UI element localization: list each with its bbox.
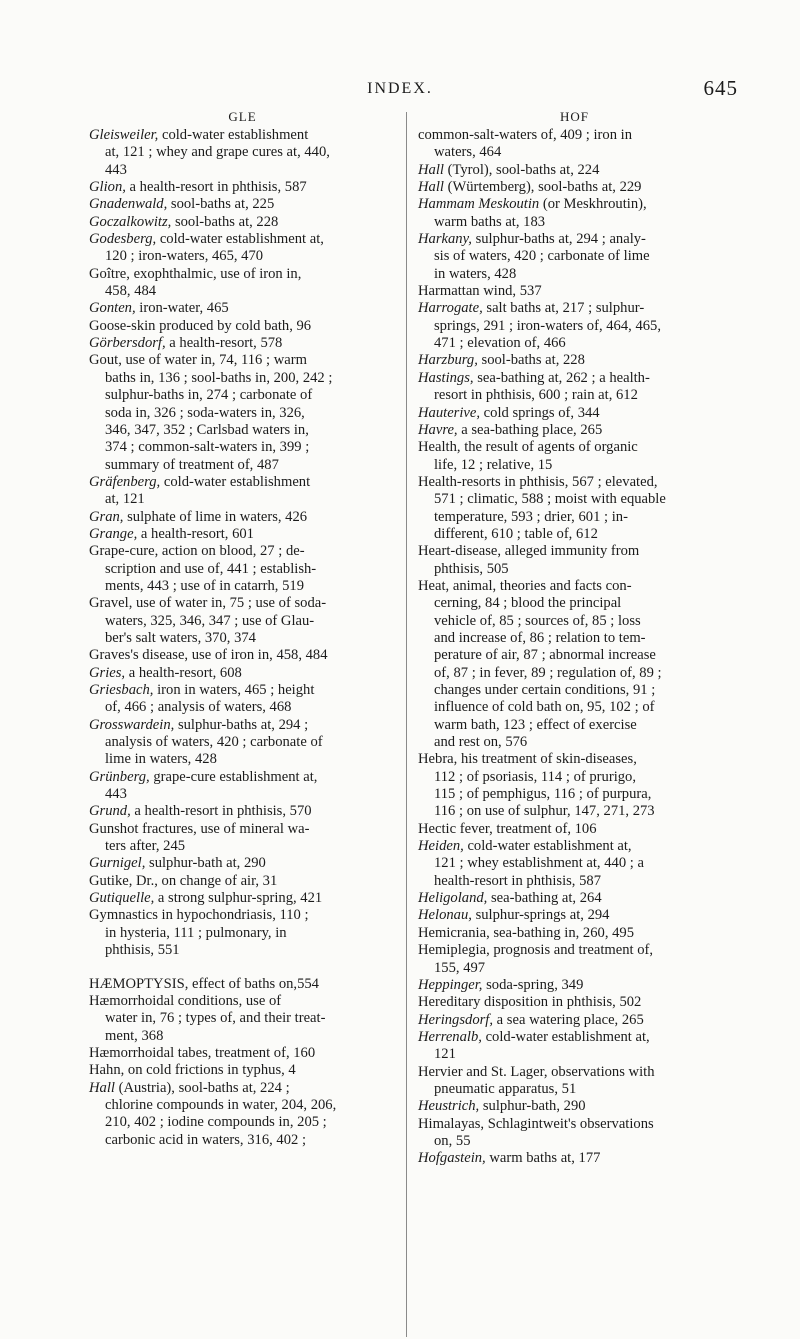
entry-text: and increase of, 86 ; relation to tem- [434,629,646,646]
entry-text: cold springs of, 344 [483,404,600,421]
entry-text: health-resort in phthisis, 587 [434,872,601,889]
entry-text: 471 ; elevation of, 466 [434,335,566,352]
entry-term: Grund, [89,803,131,820]
entry-text: phthisis, 505 [434,560,509,577]
entry-text: soda-spring, 349 [486,976,584,993]
entry-text: analysis of waters, 420 ; carbonate of [105,734,323,751]
index-entry [89,976,396,993]
entry-term: Heligoland, [418,890,488,907]
index-entry [418,578,731,751]
entry-text: perature of air, 87 ; abnormal increase [434,647,656,664]
entry-term: Gries, [89,664,126,681]
index-entry [89,821,396,856]
entry-text: sulphur-baths in, 274 ; carbonate of [105,387,313,404]
entry-term: Gurnigel, [89,855,146,872]
index-entry [89,474,396,509]
entry-term: Hauterive, [418,404,481,421]
page-number: 645 [703,76,738,100]
entry-text: (Würtemberg), sool-baths at, 229 [447,179,642,196]
index-entry [418,1150,731,1167]
index-entry [418,162,731,179]
entry-text: a health-resort in phthisis, 570 [134,803,312,820]
index-entry [418,231,731,283]
index-entry [89,855,396,872]
entry-text: sis of waters, 420 ; carbonate of lime [434,248,650,265]
entry-text: 346, 347, 352 ; Carlsbad waters in, [105,421,309,438]
entry-term: Heppinger, [418,976,483,993]
index-entry [89,231,396,266]
entry-text: 121 [434,1046,456,1063]
entry-term: Hofgastein, [418,1150,486,1167]
entry-term: Grünberg, [89,768,150,785]
entry-text: baths in, 136 ; sool-baths in, 200, 242 ; [105,369,333,386]
entry-term: Harrogate, [418,300,483,317]
entry-text: Gunshot fractures, use of mineral wa- [89,820,310,837]
entry-text: cold-water establishment at, [467,838,632,855]
index-entry [89,318,396,335]
entry-text: cerning, 84 ; blood the principal [434,595,622,612]
index-entry [418,1064,731,1099]
entry-text: a health-resort, 601 [140,525,254,542]
entry-text: vehicle of, 85 ; sources of, 85 ; loss [434,612,641,629]
entry-text: Health-resorts in phthisis, 567 ; elevated, [418,473,658,490]
entry-text: 155, 497 [434,959,486,976]
entry-text: 116 ; on use of sulphur, 147, 271, 273 [434,803,655,820]
index-entry [89,993,396,1045]
index-entry [89,1080,396,1149]
entry-text: water in, 76 ; types of, and their treat- [105,1010,326,1027]
entry-text: sool-baths at, 228 [481,352,585,369]
entry-term: Hall [89,1079,115,1096]
entry-text: 210, 402 ; iodine compounds in, 205 ; [105,1114,327,1131]
entry-term: Hammam Meskoutin [418,196,540,213]
index-entry [89,526,396,543]
index-entry [89,890,396,907]
entry-text: Grape-cure, action on blood, 27 ; de- [89,543,305,560]
entry-text: Heat, animal, theories and facts con- [418,577,632,594]
index-entry [418,925,731,942]
index-entry [89,665,396,682]
entry-term: Heustrich, [418,1098,480,1115]
index-entry [418,179,731,196]
entry-text: warm baths at, 183 [434,213,546,230]
index-entry [418,283,731,300]
entry-text: 120 ; iron-waters, 465, 470 [105,248,264,265]
entry-text: Health, the result of agents of organic [418,439,638,456]
index-entry [89,335,396,352]
entry-text: ters after, 245 [105,838,186,855]
index-entry [418,838,731,890]
index-entry [89,196,396,213]
entry-term: Gran, [89,508,124,525]
entry-text: a health-resort in phthisis, 587 [129,179,307,196]
entry-text: sulphate of lime in waters, 426 [127,508,308,525]
entry-text: life, 12 ; relative, 15 [434,456,553,473]
index-entry [418,821,731,838]
entry-text: sulphur-baths at, 294 ; analy- [475,231,646,248]
entry-term: Goczalkowitz, [89,213,172,230]
entry-text: 443 [105,786,127,803]
index-entry [418,907,731,924]
index-entry [89,647,396,664]
entry-text: common-salt-waters of, 409 ; iron in [418,127,632,143]
index-entry [89,873,396,890]
index-entry [89,179,396,196]
entry-text: a strong sulphur-spring, 421 [157,890,323,907]
entry-text: sulphur-bath, 290 [482,1098,586,1115]
entry-text: warm baths at, 177 [489,1150,601,1167]
entry-term: Hall [418,179,444,196]
entry-text: at, 121 [105,491,145,508]
entry-text: at, 121 ; whey and grape cures at, 440, [105,144,330,161]
entry-text: sulphur-bath at, 290 [149,855,266,872]
entry-text: (Tyrol), sool-baths at, 224 [447,161,600,178]
guide-word-left: GLE [228,109,257,124]
index-entry [418,977,731,994]
index-entry [89,803,396,820]
entry-text: Harmattan wind, 537 [418,283,542,300]
entry-text: springs, 291 ; iron-waters of, 464, 465, [434,317,661,334]
left-column [89,108,396,1149]
index-entry [418,127,731,162]
entry-term: Gräfenberg, [89,473,161,490]
index-entry [418,405,731,422]
index-entry [418,543,731,578]
guide-word-right: HOF [559,109,589,124]
entry-text: different, 610 ; table of, 612 [434,525,598,542]
entry-term: Harzburg, [418,352,478,369]
entry-term: Godesberg, [89,231,157,248]
entry-term: Heiden, [418,838,464,855]
entry-text: Gutike, Dr., on change of air, 31 [89,872,278,889]
entry-text: waters, 464 [434,144,502,161]
page-title: INDEX. [367,80,433,97]
index-entry [418,422,731,439]
entry-term: Glion, [89,179,126,196]
entry-term: Gnadenwald, [89,196,168,213]
entry-text: sulphur-baths at, 294 ; [177,716,309,733]
entry-text: Hereditary disposition in phthisis, 502 [418,994,642,1011]
index-entry [89,127,396,179]
entry-text: iron-water, 465 [139,300,229,317]
index-entry [89,300,396,317]
entry-text: Gravel, use of water in, 75 ; use of soda- [89,595,327,612]
entry-term: Grange, [89,525,138,542]
index-entry [89,509,396,526]
entry-text: Himalayas, Schlagintweit's observations [418,1115,654,1132]
index-entry [89,595,396,647]
entry-text: Graves's disease, use of iron in, 458, 484 [89,647,328,664]
entry-text: 112 ; of psoriasis, 114 ; of prurigo, [434,768,636,785]
entry-text: changes under certain conditions, 91 ; [434,682,656,698]
index-entry [89,266,396,301]
entry-text: iron in waters, 465 ; height [157,682,315,698]
entry-term: Gutiquelle, [89,890,155,907]
entry-text: Gout, use of water in, 74, 116 ; warm [89,352,307,369]
index-entry [418,300,731,352]
entry-text: HÆMOPTYSIS, effect of baths on,554 [89,975,319,992]
entry-text: 458, 484 [105,283,157,300]
entry-text: phthisis, 551 [105,942,180,959]
entry-term: Grosswardein, [89,716,175,733]
entry-text: Goose-skin produced by cold bath, 96 [89,317,312,334]
entry-text: Hahn, on cold frictions in typhus, 4 [89,1062,296,1079]
entry-text: Gymnastics in hypochondriasis, 110 ; [89,907,309,924]
index-entry [418,751,731,820]
entry-text: Hemicrania, sea-bathing in, 260, 495 [418,924,635,941]
entry-text: a health-resort, 578 [169,335,283,352]
entry-text: ment, 368 [105,1027,164,1044]
index-entry [89,1045,396,1062]
entry-text: temperature, 593 ; drier, 601 ; in- [434,508,628,525]
index-entry [418,474,731,543]
entry-term: Gleisweiler, [89,127,159,143]
entry-text: sea-bathing at, 264 [490,890,602,907]
entry-text: grape-cure establishment at, [153,768,318,785]
entry-text: Heart-disease, alleged immunity from [418,543,640,560]
entry-text: carbonic acid in waters, 316, 402 ; [105,1131,307,1148]
entry-text: salt baths at, 217 ; sulphur- [486,300,645,317]
index-entry [418,439,731,474]
index-entry [89,1062,396,1079]
entry-text: sool-baths at, 228 [174,213,279,230]
entry-text: a sea-bathing place, 265 [461,421,603,438]
index-entry [418,1012,731,1029]
entry-term: Hastings, [418,369,474,386]
index-entry [89,214,396,231]
entry-text: of, 466 ; analysis of waters, 468 [105,699,292,716]
entry-text: cold-water establishment [161,127,309,143]
entry-text: waters, 325, 346, 347 ; use of Glau- [105,612,315,629]
index-entry [89,682,396,717]
index-entry [89,543,396,595]
entry-term: Gonten, [89,300,136,317]
entry-text: in hysteria, 111 ; pulmonary, in [105,924,287,941]
entry-term: Griesbach, [89,682,154,698]
entry-text: a health-resort, 608 [128,664,242,681]
running-head [0,78,800,104]
index-entry [418,1116,731,1151]
entry-term: Harkany, [418,231,472,248]
entry-text: influence of cold bath on, 95, 102 ; of [434,699,655,716]
entry-text: Hæmorrhoidal conditions, use of [89,992,282,1009]
entry-text: chlorine compounds in water, 204, 206, [105,1096,337,1113]
entry-text: 443 [105,161,127,178]
entry-term: Helonau, [418,907,472,924]
index-entry [418,1098,731,1115]
index-entry [418,890,731,907]
entry-text: in waters, 428 [434,265,517,282]
entry-text: Goître, exophthalmic, use of iron in, [89,265,302,282]
entry-text: warm bath, 123 ; effect of exercise [434,716,637,733]
entry-text: (or Meskhroutin), [542,196,647,213]
entry-text: cold-water establishment [163,473,311,490]
index-entry [89,907,396,959]
index-entry [89,717,396,769]
entry-text: Hebra, his treatment of skin-diseases, [418,751,637,768]
entry-text: 115 ; of pemphigus, 116 ; of purpura, [434,786,652,803]
index-entry [418,942,731,977]
entry-term: Görbersdorf, [89,335,166,352]
entry-text: scription and use of, 441 ; establish- [105,560,317,577]
entry-text: (Austria), sool-baths at, 224 ; [118,1079,290,1096]
entry-text: sool-baths at, 225 [170,196,275,213]
entry-text: Hectic fever, treatment of, 106 [418,820,597,837]
index-entry [418,352,731,369]
entry-text: Hervier and St. Lager, observations with [418,1063,655,1080]
index-entry [418,370,731,405]
entry-text: sulphur-springs at, 294 [475,907,610,924]
entry-text: ments, 443 ; use of in catarrh, 519 [105,577,304,594]
entry-term: Hall [418,161,444,178]
entry-term: Havre, [418,421,458,438]
entry-text: a sea watering place, 265 [496,1011,644,1028]
entry-text: on, 55 [434,1132,471,1149]
entry-text: 571 ; climatic, 588 ; moist with equable [434,491,666,508]
entry-text: cold-water establishment at, [159,231,324,248]
entry-text: soda in, 326 ; soda-waters in, 326, [105,404,305,421]
entry-text: resort in phthisis, 600 ; rain at, 612 [434,387,638,404]
index-entry [418,1029,731,1064]
entry-text: sea-bathing at, 262 ; a health- [477,369,650,386]
entry-text: ber's salt waters, 370, 374 [105,629,256,646]
index-entry [89,769,396,804]
entry-term: Herrenalb, [418,1028,482,1045]
entry-term: Heringsdorf, [418,1011,493,1028]
entry-text: 374 ; common-salt-waters in, 399 ; [105,439,310,456]
entry-text: lime in waters, 428 [105,751,217,768]
right-column [418,108,731,1168]
entry-text: 121 ; whey establishment at, 440 ; a [434,855,644,872]
index-entry [89,352,396,473]
entry-text: cold-water establishment at, [485,1028,650,1045]
entry-text: and rest on, 576 [434,734,528,751]
index-entry [418,994,731,1011]
entry-text: of, 87 ; in fever, 89 ; regulation of, 89 ; [434,664,662,681]
entry-text: Hæmorrhoidal tabes, treatment of, 160 [89,1044,316,1061]
entry-text: summary of treatment of, 487 [105,456,279,473]
index-entry [418,196,731,231]
entry-text: Hemiplegia, prognosis and treatment of, [418,942,654,959]
entry-text: pneumatic apparatus, 51 [434,1080,577,1097]
